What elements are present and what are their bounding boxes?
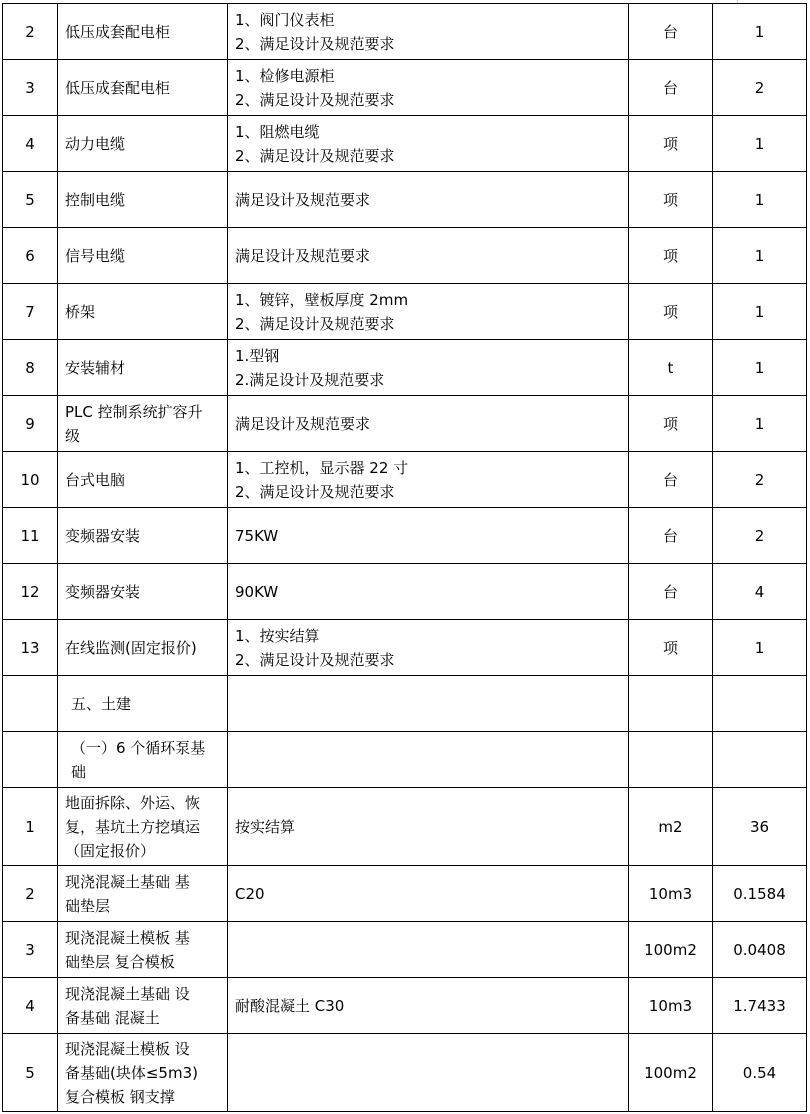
item-name	[58, 172, 228, 228]
table-row	[3, 340, 807, 396]
item-description-line: 满足设计及规范要求	[235, 246, 371, 265]
item-name-line: 变频器安装	[65, 582, 141, 601]
table-row	[3, 620, 807, 676]
item-unit	[629, 676, 713, 732]
item-description	[228, 1034, 629, 1112]
item-description	[228, 564, 629, 620]
item-quantity: 1.7433	[713, 978, 807, 1034]
item-quantity: 1	[713, 620, 807, 676]
item-name	[58, 452, 228, 508]
item-name-line: 备基础 混凝土	[65, 1008, 160, 1027]
item-name	[58, 60, 228, 116]
item-description	[228, 978, 629, 1034]
item-number: 10	[3, 452, 58, 508]
item-name	[58, 340, 228, 396]
item-name-line: 在线监测(固定报价)	[65, 638, 197, 657]
table-row	[3, 228, 807, 284]
item-description-line: 2、满足设计及规范要求	[235, 650, 395, 669]
item-name-line: 础垫层	[65, 896, 111, 915]
item-unit: 台	[629, 508, 713, 564]
item-description	[228, 4, 629, 60]
item-description	[228, 228, 629, 284]
item-name	[58, 4, 228, 60]
item-name	[58, 788, 228, 866]
item-name	[58, 1034, 228, 1112]
table-row	[3, 396, 807, 452]
item-name	[58, 732, 228, 788]
item-description	[228, 116, 629, 172]
item-quantity: 2	[713, 60, 807, 116]
item-unit	[629, 732, 713, 788]
item-number: 13	[3, 620, 58, 676]
table-row	[3, 922, 807, 978]
item-description-line: C20	[235, 884, 265, 903]
item-description-line: 2、满足设计及规范要求	[235, 34, 395, 53]
item-number	[3, 676, 58, 732]
item-unit: t	[629, 340, 713, 396]
bill-of-quantities-sheet	[2, 3, 806, 1112]
item-description-line: 满足设计及规范要求	[235, 414, 371, 433]
item-description-line: 1、工控机，显示器 22 寸	[235, 458, 409, 477]
item-number: 8	[3, 340, 58, 396]
item-quantity: 0.0408	[713, 922, 807, 978]
item-unit: 项	[629, 228, 713, 284]
item-description	[228, 396, 629, 452]
item-description	[228, 866, 629, 922]
item-unit: 项	[629, 620, 713, 676]
item-description	[228, 172, 629, 228]
item-number: 1	[3, 788, 58, 866]
item-description	[228, 620, 629, 676]
item-name-line: 现浇混凝土基础 设	[65, 984, 190, 1003]
item-unit: 台	[629, 452, 713, 508]
item-unit: 项	[629, 396, 713, 452]
item-quantity: 1	[713, 284, 807, 340]
table-row	[3, 4, 807, 60]
item-unit: 100m2	[629, 1034, 713, 1112]
item-description-line: 2、满足设计及规范要求	[235, 314, 395, 333]
item-unit: 项	[629, 172, 713, 228]
item-quantity: 1	[713, 340, 807, 396]
item-quantity: 0.1584	[713, 866, 807, 922]
item-name-line: 备基础(块体≤5m3)	[65, 1063, 198, 1082]
table-row	[3, 116, 807, 172]
item-name-line: 低压成套配电柜	[65, 22, 171, 41]
item-name	[58, 978, 228, 1034]
item-unit: 项	[629, 284, 713, 340]
item-name	[58, 620, 228, 676]
item-quantity	[713, 676, 807, 732]
item-name	[58, 284, 228, 340]
item-description-line: 1、镀锌，壁板厚度 2mm	[235, 290, 409, 309]
item-description-line: 1、按实结算	[235, 626, 320, 645]
item-description-line: 2、满足设计及规范要求	[235, 146, 395, 165]
item-description-line: 1.型钢	[235, 346, 280, 365]
item-number: 3	[3, 60, 58, 116]
table-row	[3, 732, 807, 788]
table-row	[3, 564, 807, 620]
item-number: 4	[3, 978, 58, 1034]
item-description-line: 90KW	[235, 582, 279, 601]
item-name	[58, 228, 228, 284]
item-name-line: 复，基坑土方挖填运	[65, 817, 201, 836]
item-name-line: 低压成套配电柜	[65, 78, 171, 97]
item-name	[58, 922, 228, 978]
item-name-line: （固定报价）	[65, 841, 156, 860]
item-unit: 台	[629, 564, 713, 620]
item-quantity: 1	[713, 116, 807, 172]
item-name	[58, 676, 228, 732]
item-unit: 10m3	[629, 978, 713, 1034]
item-name	[58, 866, 228, 922]
item-unit: 台	[629, 60, 713, 116]
item-name-line: （一）6 个循环泵基	[71, 738, 206, 757]
item-name-line: 信号电缆	[65, 246, 126, 265]
item-quantity: 4	[713, 564, 807, 620]
item-name-line: 现浇混凝土模板 设	[65, 1039, 190, 1058]
item-name-line: 现浇混凝土基础 基	[65, 872, 190, 891]
item-description-line: 2、满足设计及规范要求	[235, 482, 395, 501]
table-row	[3, 60, 807, 116]
item-description-line: 1、阀门仪表柜	[235, 10, 335, 29]
item-unit: 台	[629, 4, 713, 60]
table-row	[3, 172, 807, 228]
item-number: 11	[3, 508, 58, 564]
item-description-line: 2、满足设计及规范要求	[235, 90, 395, 109]
item-quantity: 1	[713, 228, 807, 284]
item-number	[3, 732, 58, 788]
item-name	[58, 564, 228, 620]
item-number: 4	[3, 116, 58, 172]
item-name-line: 级	[65, 426, 81, 445]
item-description	[228, 284, 629, 340]
item-quantity: 1	[713, 172, 807, 228]
bill-of-quantities-table	[2, 3, 807, 1112]
item-name-line: 桥架	[65, 302, 96, 321]
item-description-line: 2.满足设计及规范要求	[235, 370, 385, 389]
item-number: 9	[3, 396, 58, 452]
item-number: 2	[3, 866, 58, 922]
item-unit: 项	[629, 116, 713, 172]
item-description	[228, 340, 629, 396]
table-row	[3, 508, 807, 564]
item-description	[228, 676, 629, 732]
item-unit: 100m2	[629, 922, 713, 978]
table-row	[3, 1034, 807, 1112]
item-name-line: 复合模板 钢支撑	[65, 1087, 175, 1106]
item-name-line: 安装辅材	[65, 358, 126, 377]
item-description	[228, 732, 629, 788]
table-row	[3, 866, 807, 922]
item-description-line: 满足设计及规范要求	[235, 190, 371, 209]
item-name-line: 现浇混凝土模板 基	[65, 928, 190, 947]
item-quantity: 36	[713, 788, 807, 866]
item-name	[58, 508, 228, 564]
item-name	[58, 116, 228, 172]
item-number: 3	[3, 922, 58, 978]
item-unit: 10m3	[629, 866, 713, 922]
item-quantity: 2	[713, 452, 807, 508]
table-row	[3, 788, 807, 866]
item-quantity	[713, 732, 807, 788]
item-description	[228, 922, 629, 978]
table-row	[3, 284, 807, 340]
item-unit: m2	[629, 788, 713, 866]
item-name-line: 地面拆除、外运、恢	[65, 793, 201, 812]
item-description-line: 按实结算	[235, 817, 296, 836]
item-number: 7	[3, 284, 58, 340]
item-name-line: PLC 控制系统扩容升	[65, 402, 203, 421]
item-number: 12	[3, 564, 58, 620]
item-name-line: 础	[71, 762, 87, 781]
item-name-line: 五、土建	[71, 694, 132, 713]
item-description-line: 耐酸混凝土 C30	[235, 996, 345, 1015]
item-name-line: 础垫层 复合模板	[65, 952, 175, 971]
item-name-line: 台式电脑	[65, 470, 126, 489]
item-number: 5	[3, 172, 58, 228]
table-row	[3, 978, 807, 1034]
item-quantity: 2	[713, 508, 807, 564]
item-description	[228, 60, 629, 116]
item-number: 2	[3, 4, 58, 60]
item-quantity: 1	[713, 396, 807, 452]
item-quantity: 0.54	[713, 1034, 807, 1112]
table-row	[3, 452, 807, 508]
table-body	[3, 4, 807, 1112]
item-description	[228, 452, 629, 508]
item-number: 6	[3, 228, 58, 284]
item-description-line: 1、阻燃电缆	[235, 122, 320, 141]
item-description	[228, 788, 629, 866]
item-quantity: 1	[713, 4, 807, 60]
item-description-line: 1、检修电源柜	[235, 66, 335, 85]
item-name-line: 变频器安装	[65, 526, 141, 545]
item-description	[228, 508, 629, 564]
item-name	[58, 396, 228, 452]
item-description-line: 75KW	[235, 526, 279, 545]
item-number: 5	[3, 1034, 58, 1112]
table-row	[3, 676, 807, 732]
item-name-line: 控制电缆	[65, 190, 126, 209]
item-name-line: 动力电缆	[65, 134, 126, 153]
